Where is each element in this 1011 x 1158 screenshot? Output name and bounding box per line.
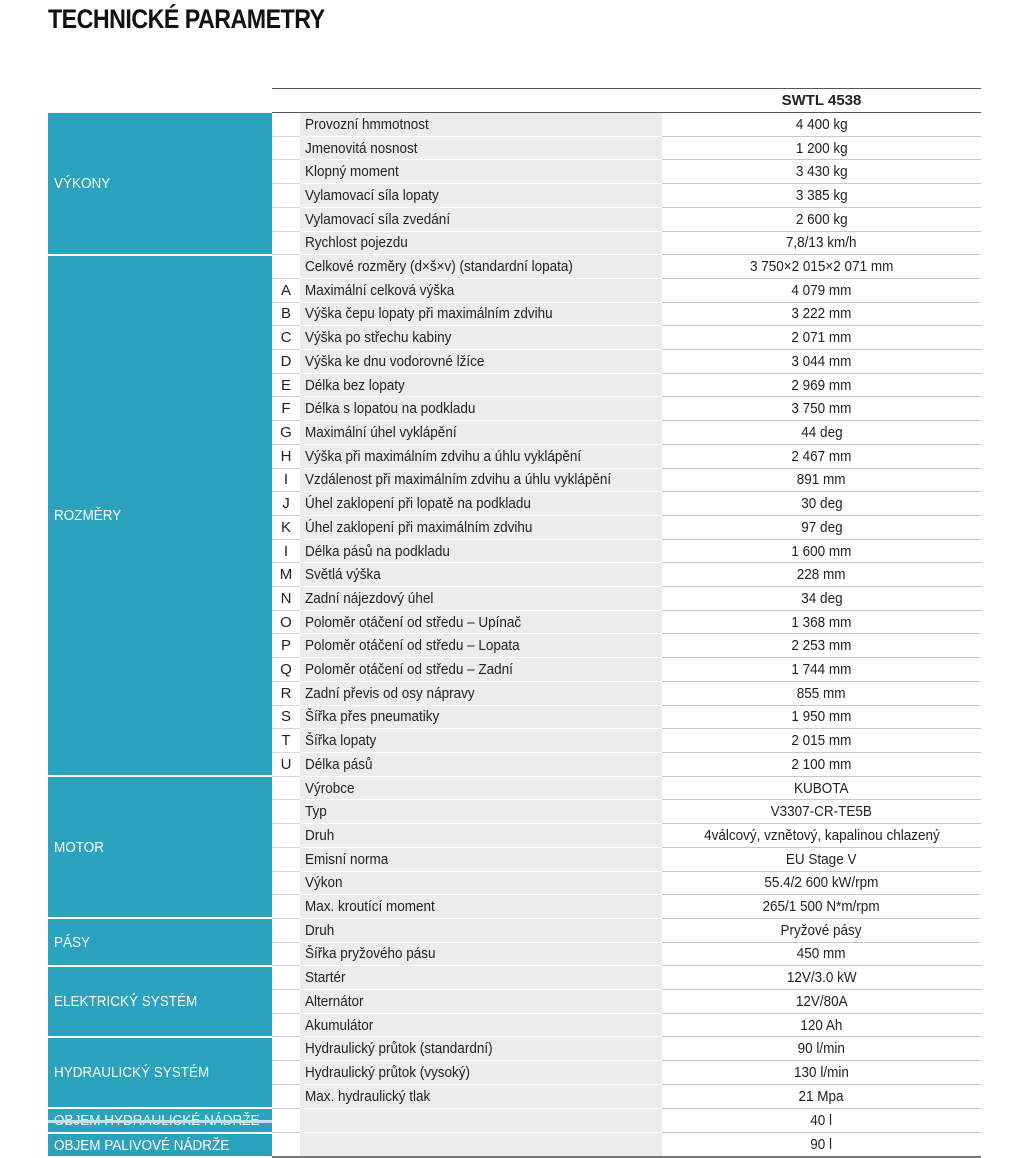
row-letter [272,113,300,137]
row-value [662,326,981,350]
section-label-text: MOTOR [54,838,105,856]
row-label [300,634,662,658]
row-value-text: 1 600 mm [791,542,852,560]
row-label-text: Jmenovitá nosnost [305,139,418,157]
row-value-text: 34 deg [800,589,843,607]
row-value-text: 55.4/2 600 kW/rpm [764,874,879,892]
row-label-text: Max. hydraulický tlak [305,1087,431,1105]
row-label-text: Šířka přes pneumatiky [305,708,440,726]
row-label [300,752,662,776]
row-label [300,136,662,160]
row-label [300,847,662,871]
section-label [48,255,272,776]
section-label [48,113,272,255]
row-label [300,326,662,350]
row-label-text: Výška po střechu kabiny [305,329,452,347]
row-value-text: 265/1 500 N*m/rpm [762,898,881,916]
row-value-text: 130 l/min [794,1063,849,1081]
row-letter: M [272,563,300,587]
row-value [662,255,981,279]
row-value-text: 855 mm [797,684,846,702]
row-value [662,966,981,990]
row-label-text: Poloměr otáčení od středu – Upínač [305,613,522,631]
row-letter [272,966,300,990]
row-value-text: 30 deg [800,495,843,513]
row-letter [272,800,300,824]
row-letter [272,1108,300,1133]
row-label-text: Délka pásů na podkladu [305,542,450,560]
table-row [48,1037,981,1061]
row-value-text: 2 467 mm [791,447,852,465]
row-letter [272,1133,300,1158]
spec-table-wrapper [48,88,981,1158]
row-label [300,1133,662,1158]
row-value [662,1084,981,1108]
row-letter: I [272,539,300,563]
row-label-text: Šířka pryžového pásu [305,945,436,963]
row-label-text: Typ [305,803,327,821]
row-value-text: 1 200 kg [795,139,848,157]
row-value [662,160,981,184]
row-value-text: 228 mm [797,566,846,584]
row-value-text: 12V/3.0 kW [786,969,857,987]
row-label-text: Výška ke dnu vodorovné lžíce [305,352,485,370]
row-value-text: 40 l [810,1111,833,1129]
table-header-row [48,89,981,113]
table-row [48,255,981,279]
section-label-text: HYDRAULICKÝ SYSTÉM [54,1063,210,1081]
row-label [300,278,662,302]
section-label-text: ELEKTRICKÝ SYSTÉM [54,992,198,1010]
section-label-text: OBJEM PALIVOVÉ NÁDRŽE [54,1136,230,1154]
row-value-text: 7,8/13 km/h [786,234,857,252]
row-label-text: Emisní norma [305,850,389,868]
header-blank-cell [48,89,272,113]
row-value [662,373,981,397]
row-letter: P [272,634,300,658]
row-value [662,184,981,208]
row-letter [272,847,300,871]
row-value [662,729,981,753]
row-value-text: 891 mm [797,471,846,489]
row-label-text: Šířka lopaty [305,732,377,750]
row-value-text: 2 071 mm [791,329,852,347]
row-letter [272,776,300,800]
row-label [300,1084,662,1108]
row-label-text: Výkon [305,874,343,892]
row-letter [272,231,300,255]
row-value-text: 3 430 kg [795,163,848,181]
table-row [48,776,981,800]
row-value [662,658,981,682]
row-letter: U [272,752,300,776]
row-value [662,1133,981,1158]
row-value [662,278,981,302]
table-row [48,113,981,137]
row-letter: B [272,302,300,326]
row-label [300,824,662,848]
row-value [662,207,981,231]
row-label-text: Druh [305,826,335,844]
row-letter: C [272,326,300,350]
row-label-text: Maximální celková výška [305,281,455,299]
row-value-text: 2 100 mm [791,755,852,773]
row-value-text: Pryžové pásy [780,921,863,939]
row-label [300,966,662,990]
row-value [662,421,981,445]
row-label [300,255,662,279]
row-letter [272,990,300,1014]
row-letter [272,184,300,208]
row-value [662,492,981,516]
row-label [300,871,662,895]
row-label-text: Alternátor [305,992,364,1010]
row-label [300,468,662,492]
row-label [300,444,662,468]
row-value [662,705,981,729]
row-label-text: Zadní převis od osy nápravy [305,684,475,702]
row-label-text: Rychlost pojezdu [305,234,408,252]
row-letter: O [272,610,300,634]
row-value-text: 3 385 kg [795,186,848,204]
row-letter [272,1013,300,1037]
row-value [662,1037,981,1061]
row-value [662,776,981,800]
row-label [300,373,662,397]
row-label [300,302,662,326]
row-letter [272,1061,300,1085]
section-label [48,776,272,918]
row-value-text: 3 750×2 015×2 071 mm [749,258,894,276]
row-label-text: Výrobce [305,779,355,797]
row-label [300,492,662,516]
row-label-text: Výška při maximálním zdvihu a úhlu vyklápění [305,447,582,465]
row-label-text: Úhel zaklopení při maximálním zdvihu [305,518,533,536]
row-letter [272,207,300,231]
row-value-text: 4 079 mm [791,281,852,299]
row-value [662,563,981,587]
row-label-text: Vylamovací síla lopaty [305,186,439,204]
row-value-text: 450 mm [797,945,846,963]
row-value [662,610,981,634]
row-value-text: 3 044 mm [791,352,852,370]
row-value-text: 2 015 mm [791,732,852,750]
row-label-text: Výška čepu lopaty při maximálním zdvihu [305,305,553,323]
row-label [300,397,662,421]
page-title: TECHNICKÉ PARAMETRY [48,4,325,34]
row-value-text: 1 744 mm [791,661,852,679]
row-value [662,587,981,611]
row-value [662,1061,981,1085]
row-value-text: 44 deg [800,423,843,441]
row-value [662,871,981,895]
row-letter: A [272,278,300,302]
row-value [662,515,981,539]
row-value [662,895,981,919]
row-letter [272,136,300,160]
row-letter [272,1037,300,1061]
row-label [300,515,662,539]
row-label-text: Druh [305,921,335,939]
row-value-text: 1 950 mm [791,708,852,726]
row-label [300,658,662,682]
row-letter: D [272,350,300,374]
row-letter: Q [272,658,300,682]
row-value-text: 1 368 mm [791,613,852,631]
row-letter [272,1084,300,1108]
row-label [300,729,662,753]
row-label [300,681,662,705]
section-label [48,1037,272,1108]
row-value [662,136,981,160]
section-label [48,918,272,965]
row-letter: K [272,515,300,539]
row-letter [272,895,300,919]
model-header: SWTL 4538 [662,89,981,113]
row-letter: I [272,468,300,492]
row-letter [272,160,300,184]
header-spacer-cell [272,89,662,113]
section-label-text: ROZMĚRY [54,506,122,524]
row-value [662,468,981,492]
row-label-text: Provozní hmmotnost [305,115,429,133]
row-value [662,1013,981,1037]
row-label-text: Hydraulický průtok (vysoký) [305,1063,471,1081]
row-label [300,231,662,255]
table-row [48,1133,981,1158]
row-value [662,800,981,824]
row-letter: R [272,681,300,705]
row-label [300,942,662,966]
row-label [300,421,662,445]
row-value-text: 4 400 kg [795,115,848,133]
row-label [300,918,662,942]
row-label [300,1061,662,1085]
row-value [662,113,981,137]
row-label-text: Úhel zaklopení při lopatě na podkladu [305,495,531,513]
section-label [48,966,272,1037]
row-label [300,610,662,634]
row-value [662,231,981,255]
row-value [662,942,981,966]
row-label-text: Maximální úhel vyklápění [305,423,457,441]
row-label-text: Vylamovací síla zvedání [305,210,451,228]
row-value [662,681,981,705]
table-row [48,966,981,990]
row-label [300,990,662,1014]
row-label [300,207,662,231]
row-value [662,634,981,658]
row-label-text: Poloměr otáčení od středu – Zadní [305,661,513,679]
row-label [300,1037,662,1061]
row-label [300,539,662,563]
row-value-text: 2 253 mm [791,637,852,655]
row-label [300,587,662,611]
section-label-text: PÁSY [54,933,91,951]
row-value-text: 90 l/min [797,1040,846,1058]
row-label [300,160,662,184]
row-letter [272,255,300,279]
row-letter [272,871,300,895]
row-letter: S [272,705,300,729]
row-label [300,705,662,729]
row-label-text: Poloměr otáčení od středu – Lopata [305,637,520,655]
row-letter: E [272,373,300,397]
row-value [662,302,981,326]
row-value-text: 120 Ah [800,1016,843,1034]
row-label [300,563,662,587]
section-label [48,1133,272,1158]
row-label-text: Celkové rozměry (d×š×v) (standardní lopata) [305,258,573,276]
row-letter: T [272,729,300,753]
row-label-text: Vzdálenost při maximálním zdvihu a úhlu vyklápění [305,471,612,489]
row-value-text: 2 969 mm [791,376,852,394]
row-label [300,184,662,208]
row-value [662,444,981,468]
row-label-text: Délka pásů [305,755,373,773]
row-label [300,350,662,374]
row-label-text: Max. kroutící moment [305,898,435,916]
row-value-text: EU Stage V [786,850,857,868]
row-letter [272,824,300,848]
row-value [662,752,981,776]
table-row [48,918,981,942]
row-letter: N [272,587,300,611]
row-label-text: Startér [305,969,346,987]
row-label [300,800,662,824]
row-label [300,895,662,919]
row-label [300,1108,662,1133]
row-value-text: 3 222 mm [791,305,852,323]
row-label-text: Akumulátor [305,1016,374,1034]
section-label-text: VÝKONY [54,174,111,192]
row-value [662,990,981,1014]
row-value-text: KUBOTA [794,779,849,797]
row-value [662,397,981,421]
row-label-text: Délka bez lopaty [305,376,405,394]
row-label-text: Zadní nájezdový úhel [305,589,434,607]
row-label [300,1013,662,1037]
row-value-text: 97 deg [800,518,843,536]
row-label-text: Klopný moment [305,163,399,181]
row-letter [272,918,300,942]
row-label-text: Délka s lopatou na podkladu [305,400,476,418]
row-value-text: 21 Mpa [798,1087,845,1105]
row-label [300,113,662,137]
row-letter: H [272,444,300,468]
row-value-text: 12V/80A [795,992,848,1010]
row-value-text: 3 750 mm [791,400,852,418]
row-value [662,350,981,374]
row-letter: G [272,421,300,445]
row-value [662,847,981,871]
row-letter [272,942,300,966]
row-label-text: Hydraulický průtok (standardní) [305,1040,493,1058]
spec-table [48,88,981,1158]
row-letter: F [272,397,300,421]
row-label-text: Světlá výška [305,566,381,584]
row-value-text: V3307-CR-TE5B [770,803,873,821]
row-value [662,918,981,942]
row-value [662,1108,981,1133]
row-label [300,776,662,800]
row-letter: J [272,492,300,516]
row-value-text: 4válcový, vznětový, kapalinou chlazený [703,826,940,844]
row-value-text: 2 600 kg [795,210,848,228]
row-value [662,539,981,563]
row-value [662,824,981,848]
row-value-text: 90 l [810,1136,833,1154]
